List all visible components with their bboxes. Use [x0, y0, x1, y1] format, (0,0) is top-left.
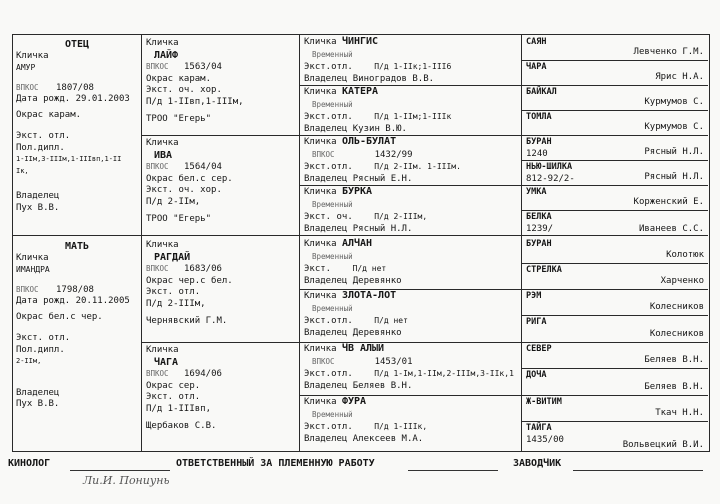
g2-vkpos: 1683/06 [184, 264, 222, 274]
g2-ext: Экст. оч. хор. [146, 185, 222, 195]
g3-name: КАТЕРА [341, 86, 379, 97]
mother-vkpos: 1798/08 [56, 284, 94, 295]
g2-pd: П/д 2-IIIм, [146, 298, 206, 309]
g3-label: Кличка [304, 187, 337, 197]
g2-cell: Кличка ИВА ВПКОС 1564/04 Окрас бел.с сер. Экст. оч. хор. П/д 2-IIм, ТРОО "Егерь" [143, 137, 297, 234]
g3-owner: Владелец Деревянко [304, 275, 402, 286]
g3-label: Кличка [304, 137, 337, 147]
g4-owner: Иванеев С.С. [638, 223, 704, 234]
g4-name: ТОМЛА [526, 112, 552, 122]
g4-cell [523, 85, 708, 110]
g4-name: САЯН [526, 37, 547, 47]
g3-label: Кличка [304, 397, 337, 407]
g4-cell [523, 35, 708, 60]
g3-cell [301, 136, 519, 184]
g2-owner: ТРОО "Егерь" [146, 114, 212, 124]
g3-owner: Владелец Рясный Н.Л. [304, 223, 413, 234]
g3-label: Кличка [304, 291, 337, 301]
g2-color: Окрас чер.с бел. [146, 275, 233, 286]
g3-pd: П/д 1-IIIк, [374, 422, 428, 431]
g3-sub: Временный [312, 409, 353, 419]
g3-name: ЧВ АЛЫЙ [341, 343, 385, 354]
father-dipl-val: 1-IIм,3-IIIм,1-IIIвп,1-II Iк, [16, 155, 122, 175]
g3-pd: П/д 1-IIк;1-III6 [374, 62, 452, 71]
mother-dob: 20.11.2005 [75, 296, 130, 306]
father-dob: 29.01.2003 [75, 94, 130, 104]
g2-name: ИВА [154, 149, 173, 161]
g3-label: Кличка [304, 37, 337, 47]
father-vkpos-label: ВПКОС [16, 82, 39, 92]
g4-cell [523, 421, 708, 453]
g3-label: Кличка [304, 344, 337, 354]
g2-label: Кличка [146, 138, 179, 148]
g4-name: БУРАН [526, 137, 552, 147]
g2-owner: Чернявский Г.М. [146, 316, 228, 326]
g4-cell [523, 237, 708, 263]
father-dob-label: Дата рожд. [16, 94, 71, 104]
g3-pd: П/д нет [374, 316, 408, 325]
g3-owner: Владелец Беляев В.Н. [304, 380, 413, 391]
g3-cell [301, 86, 519, 134]
g2-label: Кличка [146, 240, 179, 250]
g4-num: 1240 [526, 148, 548, 159]
g4-name: СЕВЕР [526, 344, 552, 354]
g2-vkpos: 1563/04 [184, 62, 222, 72]
g3-pd: П/д 1-Iм,1-IIм,2-IIIм,3-IIк,1 [374, 369, 514, 378]
mother-title: МАТЬ [64, 241, 90, 252]
g3-sub: Временный [312, 199, 353, 209]
g4-name: СТРЕЛКА [526, 265, 562, 275]
g4-num: 812-92/2- [526, 173, 575, 184]
mother-cell [13, 237, 141, 453]
g2-cell: Кличка ЛАЙФ ВПКОС 1563/04 Окрас карам. Экст. оч. хор. П/д 1-IIвп,1-IIIм, ТРОО "Егерь" [143, 37, 297, 134]
g2-vkpos: 1564/04 [184, 162, 222, 172]
g2-pd: П/д 1-IIIвп, [146, 403, 212, 414]
g3-name: ФУРА [341, 396, 367, 407]
g4-cell [523, 110, 708, 135]
g3-cell [301, 343, 519, 394]
mother-owner: Пух В.В. [16, 399, 60, 409]
g2-name: ЧАГА [154, 356, 179, 368]
mother-dipl: Пол.дипл. [16, 344, 65, 355]
g4-cell [523, 60, 708, 85]
father-dipl: Пол.дипл. [16, 142, 65, 153]
g4-name: ДОЧА [526, 370, 547, 380]
g4-name: РИГА [526, 317, 547, 327]
g3-ext: Экст. оч. [304, 212, 353, 222]
g4-cell [523, 160, 708, 185]
g4-name: БУРАН [526, 239, 552, 249]
g3-sub: Временный [312, 99, 353, 109]
g4-cell [523, 289, 708, 315]
g2-owner: Щербаков С.В. [146, 421, 217, 431]
g3-pd: П/д 1-IIм;1-IIIк [374, 112, 452, 121]
g4-owner: Беляев В.Н. [644, 381, 704, 392]
g2-color: Окрас сер. [146, 380, 201, 391]
g3-label: Кличка [304, 239, 337, 249]
g2-pd: П/д 1-IIвп,1-IIIм, [146, 96, 244, 107]
g4-owner: Рясный Н.Л. [644, 146, 704, 157]
g4-owner: Ярис Н.А. [655, 71, 704, 82]
g4-owner: Беляев В.Н. [644, 354, 704, 365]
father-vkpos: 1807/08 [56, 82, 94, 93]
father-exterior: Экст. отл. [16, 131, 71, 141]
g4-name: УМКА [526, 187, 547, 197]
g3-cell [301, 238, 519, 288]
g4-cell [523, 368, 708, 395]
g2-label: Кличка [146, 38, 179, 48]
g3-sub: ВПКОС [312, 356, 335, 366]
mother-color-label: Окрас [16, 311, 44, 322]
father-owner: Пух В.В. [16, 202, 60, 213]
footer-responsible: ОТВЕТСТВЕННЫЙ ЗА ПЛЕМЕННУЮ РАБОТУ [176, 458, 375, 469]
g2-cell: Кличка РАГДАЙ ВПКОС 1683/06 Окрас чер.с бел. Экст. отл. П/д 2-IIIм, Чернявский Г.М. [143, 239, 297, 341]
g4-num: 1239/ [526, 223, 554, 234]
g4-owner: Колотюк [666, 249, 704, 260]
g3-ext: Экст.отл. [304, 316, 353, 326]
father-cell [13, 35, 141, 235]
g3-name: ЧИНГИС [341, 36, 379, 47]
g3-pd: П/д 2-IIIм, [374, 212, 428, 221]
father-color: карам. [48, 109, 82, 120]
g3-ext: Экст. [304, 264, 332, 274]
g4-owner: Колесников [649, 301, 704, 312]
g4-cell [523, 185, 708, 210]
g3-cell [301, 290, 519, 341]
g4-cell [523, 342, 708, 368]
g4-owner: Вольвецкий В.И. [622, 439, 704, 450]
g3-ext: Экст.отл. [304, 62, 353, 72]
mother-dipl-val: 2-IIм, [16, 357, 42, 365]
g3-owner: Владелец Кузин В.Ю. [304, 123, 407, 134]
g4-cell [523, 210, 708, 237]
g2-ext: Экст. оч. хор. [146, 85, 222, 95]
g4-cell [523, 395, 708, 421]
father-name-label: Кличка [16, 50, 49, 61]
g3-name: АЛЧАН [341, 238, 373, 249]
g2-owner: ТРОО "Егерь" [146, 214, 212, 224]
g3-ext: Экст.отл. [304, 422, 353, 432]
footer-signature: Ли.И. Пониунь [83, 474, 170, 487]
g3-cell [301, 186, 519, 236]
g4-name: ТАЙГА [526, 423, 552, 433]
g3-pd: П/д 2-IIм. 1-IIIм. [374, 162, 461, 171]
g4-cell [523, 263, 708, 289]
father-name: АМУР [16, 63, 36, 72]
g3-vk: 1453/01 [374, 356, 413, 367]
g4-owner: Рясный Н.Л. [644, 171, 704, 182]
g3-sub: Временный [312, 251, 353, 261]
g2-ext: Экст. отл. [146, 287, 201, 297]
g3-sub: Временный [312, 49, 353, 59]
g4-name: Ж-ВИТИМ [526, 397, 562, 407]
g4-owner: Харченко [660, 275, 704, 286]
g3-vk: 1432/99 [374, 149, 413, 160]
g4-name: РЭМ [526, 291, 542, 301]
mother-name-label: Кличка [16, 252, 49, 263]
g3-sub: ВПКОС [312, 149, 335, 159]
g2-vkpos: 1694/06 [184, 369, 222, 379]
mother-dob-label: Дата рожд. [16, 296, 71, 306]
g2-ext: Экст. отл. [146, 392, 201, 402]
father-owner-label: Владелец [16, 191, 60, 201]
g4-owner: Корженский Е. [633, 196, 704, 207]
g4-owner: Курмумов С. [644, 96, 704, 107]
g4-num: 1435/00 [526, 434, 564, 445]
g2-color: Окрас бел.с сер. [146, 173, 233, 184]
g4-owner: Левченко Г.М. [633, 46, 704, 57]
mother-name: ИМАНДРА [16, 265, 50, 274]
g3-owner: Владелец Деревянко [304, 327, 402, 338]
g3-ext: Экст.отл. [304, 112, 353, 122]
g4-name: БАЙКАЛ [526, 87, 557, 97]
g4-owner: Курмумов С. [644, 121, 704, 132]
g4-cell [523, 315, 708, 342]
footer-breeder: ЗАВОДЧИК [513, 458, 562, 469]
mother-exterior: Экст. отл. [16, 333, 71, 343]
mother-vkpos-label: ВПКОС [16, 284, 39, 294]
g3-cell [301, 36, 519, 84]
father-color-label: Окрас [16, 109, 44, 120]
g3-name: ОЛЬ-БУЛАТ [341, 136, 397, 147]
g4-name: БЕЛКА [526, 212, 552, 222]
g4-owner: Ткач Н.Н. [655, 407, 704, 418]
g2-label: Кличка [146, 345, 179, 355]
g3-name: ЗЛОТА-ЛОТ [341, 290, 397, 301]
footer-cynologist: КИНОЛОГ [8, 458, 51, 469]
mother-owner-label: Владелец [16, 387, 60, 398]
g2-name: РАГДАЙ [154, 251, 191, 263]
g3-sub: Временный [312, 303, 353, 313]
g3-label: Кличка [304, 87, 337, 97]
g2-name: ЛАЙФ [154, 49, 179, 61]
father-title: ОТЕЦ [64, 39, 90, 50]
g4-name: ЧАРА [526, 62, 547, 72]
g3-cell [301, 396, 519, 452]
g3-name: БУРКА [341, 186, 373, 197]
g3-owner: Владелец Алексеев М.А. [304, 433, 424, 444]
g3-ext: Экст.отл. [304, 369, 353, 379]
g2-pd: П/д 2-IIм, [146, 196, 201, 207]
g4-owner: Колесников [649, 328, 704, 339]
footer [8, 452, 720, 492]
g3-owner: Владелец Рясный Е.Н. [304, 173, 413, 184]
g3-pd: П/д нет [352, 264, 387, 273]
mother-color: бел.с чер. [48, 311, 103, 322]
g4-cell [523, 135, 708, 160]
g3-owner: Владелец Виноградов В.В. [304, 73, 435, 84]
g2-cell: Кличка ЧАГА ВПКОС 1694/06 Окрас сер. Экст. отл. П/д 1-IIIвп, Щербаков С.В. [143, 344, 297, 452]
g2-color: Окрас карам. [146, 73, 212, 84]
g3-ext: Экст.отл. [304, 162, 353, 172]
g4-name: НЬЮ-ШИЛКА [526, 162, 573, 172]
pedigree-grid [12, 34, 710, 452]
